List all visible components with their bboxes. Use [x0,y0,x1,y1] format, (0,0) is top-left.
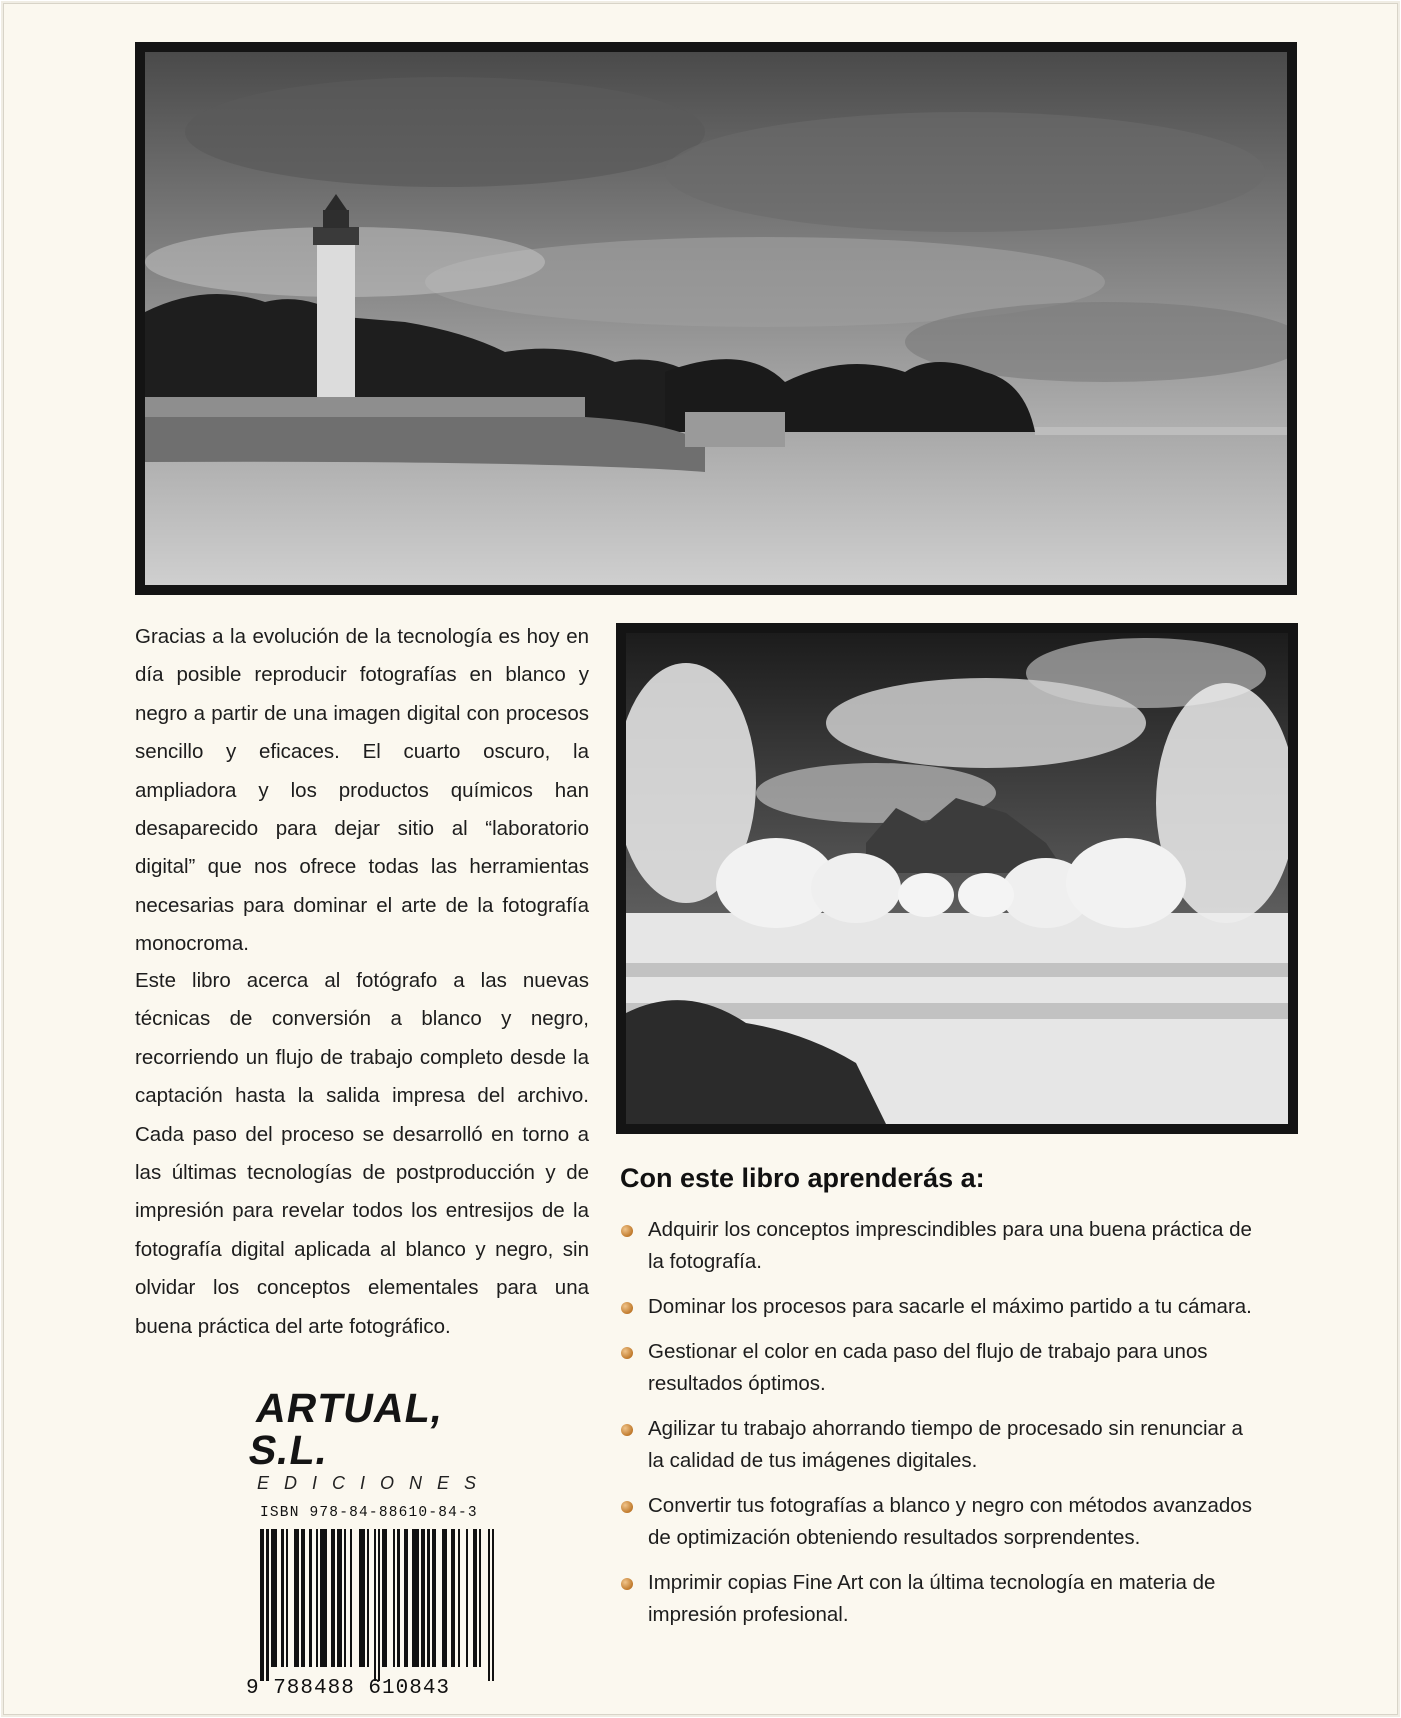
learn-item: Convertir tus fotografías a blanco y negro con métodos avanzados de optimización obteniendo resultados sorprendentes. [620,1490,1260,1554]
publisher-name: ARTUAL, S.L. [245,1385,448,1473]
description-paragraph-1: Gracias a la evolución de la tecnología es hoy en día posible reproducir fotografías en blanco y negro a partir de una imagen digital con procesos sencillo y eficaces. El cuarto oscuro, la ampliadora y los productos químicos han desaparecido para dejar sitio al “laboratorio digital” que nos ofrece todas las herramientas necesarias para dominar el arte de la fotografía monocroma. [135,625,589,956]
learn-item: Dominar los procesos para sacarle el máximo partido a tu cámara. [620,1291,1260,1323]
barcode-space [494,1529,496,1681]
isbn-number: ISBN 978-84-88610-84-3 [260,1505,478,1521]
bullet-icon [621,1225,633,1237]
learn-heading: Con este libro aprenderás a: [620,1163,985,1193]
bullet-icon [621,1501,633,1513]
back-cover [3,3,1398,1715]
learn-item: Agilizar tu trabajo ahorrando tiempo de procesado sin renunciar a la calidad de tus imágenes digitales. [620,1413,1260,1477]
description-paragraph-2: Este libro acerca al fotógrafo a las nuevas técnicas de conversión a blanco y negro, recorriendo un flujo de trabajo completo desde la captación hasta la salida impresa del archivo. Cada paso del proceso se desarrolló en torno a las últimas tecnologías de postproducción y de impresión para revelar todos los entresijos de la fotografía digital aplicada al blanco y negro, sin olvidar los conceptos elementales para una buena práctica del arte fotográfico. [135,969,589,1338]
bullet-icon [621,1302,633,1314]
bullet-icon [621,1347,633,1359]
publisher-logo [245,1385,493,1494]
orchard-image [626,633,1288,1124]
orchard-photo [616,623,1298,1134]
learn-list [620,1214,1260,1644]
learn-item: Imprimir copias Fine Art con la última tecnología en materia de impresión profesional. [620,1567,1260,1631]
barcode-bars [260,1529,496,1681]
isbn-barcode [246,1505,496,1700]
lighthouse-image [145,52,1287,585]
bullet-icon [621,1578,633,1590]
lighthouse-photo [135,42,1297,595]
bullet-icon [621,1424,633,1436]
barcode-digits: 9 788488 610843 [246,1677,451,1700]
learn-item: Adquirir los conceptos imprescindibles para una buena práctica de la fotografía. [620,1214,1260,1278]
publisher-subtitle: EDICIONES [257,1473,492,1493]
learn-item: Gestionar el color en cada paso del flujo de trabajo para unos resultados óptimos. [620,1336,1260,1400]
